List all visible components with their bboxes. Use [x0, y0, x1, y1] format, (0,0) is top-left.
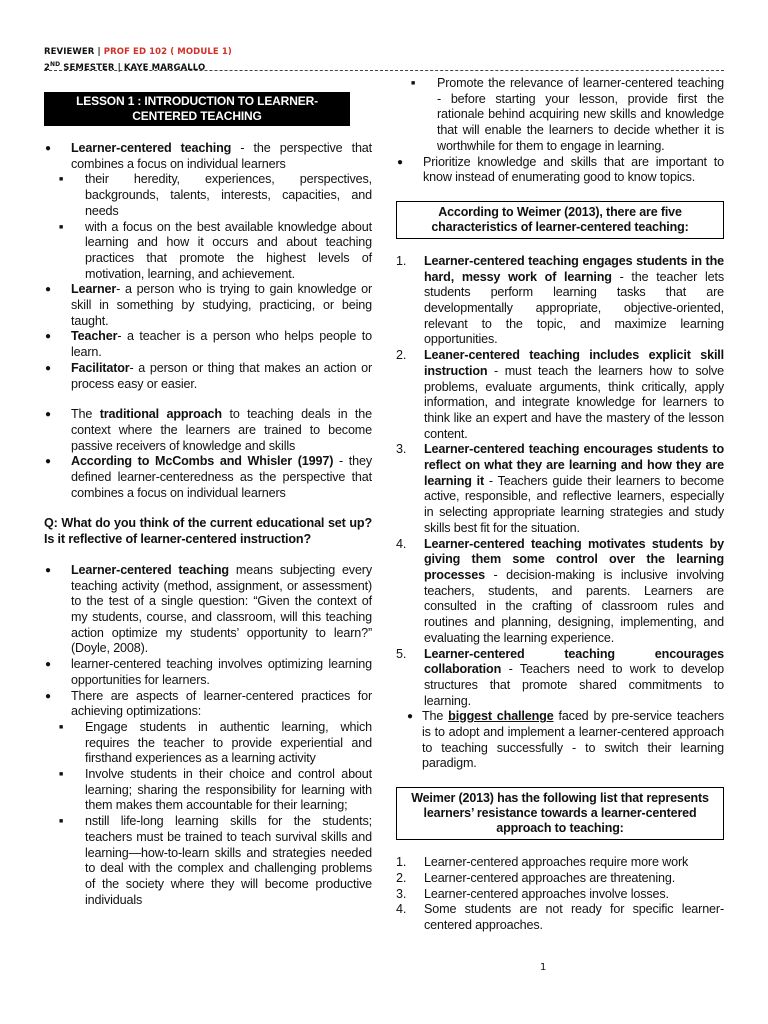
list-item [396, 887, 724, 903]
list-item: ● Prioritize knowledge and skills that are important to know instead of enumerating good to know topics. [396, 155, 724, 186]
list-item [44, 689, 372, 909]
term: Teacher [71, 329, 118, 344]
definition: - they defined learner-centeredness as the perspective that combines a focus on individual learners [71, 454, 372, 500]
characteristics-heading-box: According to Weimer (2013), there are five characteristics of learner-centered teaching: [396, 201, 724, 239]
definition: - a person who is trying to gain knowledge or skill in something by studying, practicing, or being taught. [71, 282, 372, 328]
list-item [44, 563, 372, 657]
challenge-list [396, 709, 724, 772]
semester-author: SEMESTER | KAYE MARGALLO [60, 62, 206, 73]
list-item [44, 329, 372, 360]
sub-list-item: ■ Promote the relevance of learner-centered teaching - before starting your lesson, provide first the rationale behind acquiring new skills and knowledge that will enable the learners to decide whether it is worthwhile for them to engage in learning. [396, 76, 724, 155]
term: Learner-centered teaching encourages students to reflect on what they are learning and how they are learning it [424, 442, 724, 488]
list-item [396, 647, 724, 710]
definitions-list [44, 141, 372, 392]
term: Learner-centered teaching encourages collaboration [424, 646, 724, 677]
list-item [406, 709, 724, 772]
list-item [44, 454, 372, 501]
term: Learner-centered teaching [71, 562, 229, 577]
sub-list-item: ■ with a focus on the best available knowledge about learning and how it occurs and about teaching practices that promote the highest levels of motivation, learning, and achievement. [44, 220, 372, 283]
header-divider [44, 70, 724, 71]
page-number: 1 [540, 962, 547, 973]
text: There are aspects of learner-centered practices for achieving optimizations: [71, 688, 372, 719]
right-column [396, 76, 724, 934]
item-number: 5. [396, 646, 407, 661]
list-item [396, 537, 724, 647]
definition: - a teacher is a person who helps people to learn. [71, 329, 372, 360]
course-label: PROF ED 102 ( MODULE 1) [103, 47, 232, 57]
resistance-list [396, 855, 724, 934]
semester-number: 2 [44, 62, 51, 73]
item-number: 3. [396, 886, 407, 901]
text: - Teachers guide their learners to become active, responsible, and reflective learners, especially in selecting appropriate learning strategies and study skills best fit for the situation. [424, 473, 724, 535]
term: biggest challenge [448, 709, 554, 724]
list-item [44, 361, 372, 392]
list-item [44, 282, 372, 329]
definition: - the perspective that combines a focus on individual learners [71, 141, 372, 171]
item-number: 3. [396, 442, 407, 457]
list-item [44, 407, 372, 454]
text: - must teach the learners how to solve problems, evaluate arguments, think critically, apply information, and integrate knowledge for learners to think like an expert and have the mastery of the lesson content. [424, 363, 724, 441]
text: Some students are not ready for specific learner-centered approaches. [424, 902, 724, 932]
term: traditional approach [99, 407, 222, 422]
sub-list-item: ■ nstill life-long learning skills for the students; teachers must be trained to teach survival skills and learning—how-to-learn skills and strategies needed to deal with the complex and challenging problems of the society where they will become productive individuals [44, 814, 372, 908]
term: Learner-centered teaching engages students in the hard, messy work of learning [424, 253, 724, 284]
practices-list [44, 563, 372, 908]
sub-list-item: ■ Involve students in their choice and control about learning; sharing the responsibility for learning with them makes them accountable for their learning; [44, 767, 372, 814]
item-number: 2. [396, 348, 407, 363]
list-item [396, 348, 724, 442]
term: Leaner-centered teaching includes explicit skill instruction [424, 348, 724, 378]
question-text: Q: What do you think of the current educational set up? Is it reflective of learner-centered instruction? [44, 516, 372, 547]
list-item [396, 855, 724, 871]
reviewer-label: REVIEWER [44, 47, 95, 57]
continued-list [396, 76, 724, 155]
text: The [422, 709, 449, 724]
list-item [396, 442, 724, 536]
sub-list [71, 172, 372, 282]
list-item [396, 871, 724, 887]
term: Learner-centered teaching [71, 141, 232, 155]
item-number: 2. [396, 870, 407, 885]
text: Learner-centered approaches require more work [424, 855, 689, 870]
sub-list-item: ■ Engage students in authentic learning, which requires the teacher to provide experiential and firsthand experiences as a learning activity [44, 720, 372, 767]
text: - the teacher lets students perform learning tasks that are developmentally appropriate, objective-oriented, relevant to the topic, and maximize learning opportunities. [424, 269, 724, 347]
definition: - a person or thing that makes an action or process easy or easier. [71, 360, 372, 391]
sub-list-item: ■ their heredity, experiences, perspectives, backgrounds, talents, interests, capacities, and needs [44, 172, 372, 219]
characteristics-list [396, 254, 724, 709]
item-number: 4. [396, 536, 407, 551]
text: The [71, 407, 100, 422]
prioritize-list [396, 155, 724, 186]
item-number: 1. [396, 253, 407, 268]
list-item: ● learner-centered teaching involves optimizing learning opportunities for learners. [44, 657, 372, 688]
header-separator: | [94, 47, 104, 57]
lesson-title-banner: LESSON 1 : INTRODUCTION TO LEARNER-CENTERED TEACHING [44, 92, 350, 126]
term: Learner [71, 282, 117, 297]
semester-suffix: ND [50, 61, 61, 68]
list-item [396, 254, 724, 348]
list-item [44, 141, 372, 282]
term: Facilitator [71, 360, 130, 375]
item-number: 1. [396, 855, 407, 870]
header-line-2 [44, 61, 205, 73]
sub-list [71, 720, 372, 908]
left-column [44, 76, 372, 908]
term: Learner-centered teaching motivates students by giving them some control over the learning processes [424, 536, 724, 582]
text: - Teachers need to work to develop structures that promote shared commitments to learning. [424, 662, 724, 708]
term: According to McCombs and Whisler (1997) [71, 454, 334, 469]
definition: means subjecting every teaching activity (method, assignment, or assessment) to the test of a single question: “Given the context of my students, course, and classroom, will this teaching action optimize my students’ opportunity to learn?” (Doyle, 2008). [71, 562, 372, 656]
header-line-1 [44, 47, 232, 57]
item-number: 4. [396, 902, 407, 917]
list-item [396, 902, 724, 933]
text: to teaching deals in the context where the learners are trained to become passive receivers of knowledge and skills [71, 407, 372, 453]
resistance-heading-box: Weimer (2013) has the following list that represents learners’ resistance towards a learner-centered approach to teaching: [396, 787, 724, 840]
text: faced by pre-service teachers is to adopt and implement a learner-centered approach to teaching successfully - to switch their learning paradigm. [422, 709, 724, 771]
text: Learner-centered approaches are threatening. [424, 870, 676, 885]
text: Learner-centered approaches involve losses. [424, 886, 669, 901]
approach-list [44, 407, 372, 501]
text: - decision-making is inclusive involving teachers, students, and parents. Learners are consulted in the crafting of classroom rules and routines and planning, designing, implementing, and evaluating the learning experience. [424, 567, 724, 645]
